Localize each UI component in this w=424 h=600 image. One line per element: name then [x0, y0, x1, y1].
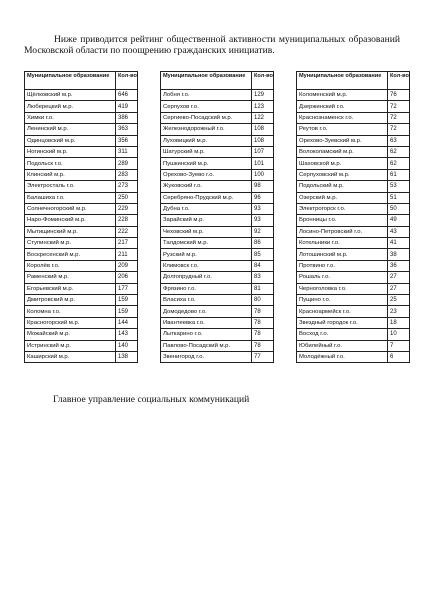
- table-row: [161, 112, 274, 123]
- municipality-name: Озерский м.р.: [297, 192, 388, 203]
- municipality-name: Каширский м.р.: [25, 351, 116, 362]
- initiative-count: 250: [116, 192, 138, 203]
- municipality-name: Фрязино г.о.: [161, 283, 252, 294]
- initiative-count: 72: [388, 112, 410, 123]
- municipality-name: Щёлковский м.р.: [25, 90, 116, 101]
- table-row: [25, 306, 138, 317]
- table-row: [25, 215, 138, 226]
- initiative-count: 93: [252, 215, 274, 226]
- municipality-name: Ленинский м.р.: [25, 124, 116, 135]
- initiative-count: 356: [116, 135, 138, 146]
- header-count: Кол-во: [252, 72, 274, 90]
- initiative-count: 27: [388, 272, 410, 283]
- initiative-count: 98: [252, 181, 274, 192]
- municipality-name: Лобня г.о.: [161, 90, 252, 101]
- initiative-count: 84: [252, 260, 274, 271]
- table-row: [25, 317, 138, 328]
- table-row: [297, 101, 410, 112]
- initiative-count: 83: [252, 272, 274, 283]
- table-row: [25, 226, 138, 237]
- table-row: [161, 226, 274, 237]
- table-header-row: [25, 72, 138, 90]
- initiative-count: 159: [116, 306, 138, 317]
- table-row: [161, 215, 274, 226]
- table-row: [25, 249, 138, 260]
- municipality-name: Звенигород г.о.: [161, 351, 252, 362]
- municipality-name: Люберецкий м.р.: [25, 101, 116, 112]
- municipality-name: Рузский м.р.: [161, 249, 252, 260]
- table-row: [25, 158, 138, 169]
- table-row: [297, 317, 410, 328]
- table-row: [25, 181, 138, 192]
- initiative-count: 144: [116, 317, 138, 328]
- table-row: [25, 272, 138, 283]
- initiative-count: 92: [252, 226, 274, 237]
- initiative-count: 122: [252, 112, 274, 123]
- municipality-name: Ивантеевка г.о.: [161, 317, 252, 328]
- initiative-count: 78: [252, 317, 274, 328]
- table-row: [161, 124, 274, 135]
- table-row: [161, 135, 274, 146]
- table-row: [297, 124, 410, 135]
- initiative-count: 419: [116, 101, 138, 112]
- municipality-name: Юбилейный г.о.: [297, 340, 388, 351]
- initiative-count: 123: [252, 101, 274, 112]
- municipality-name: Красногорский м.р.: [25, 317, 116, 328]
- initiative-count: 386: [116, 112, 138, 123]
- table-row: [297, 135, 410, 146]
- initiative-count: 129: [252, 90, 274, 101]
- municipality-name: Подольский м.р.: [297, 181, 388, 192]
- municipality-name: Жуковский г.о.: [161, 181, 252, 192]
- table-row: [161, 295, 274, 306]
- table-row: [25, 90, 138, 101]
- municipality-name: Лыткарино г.о.: [161, 329, 252, 340]
- municipality-name: Звездный городок г.о.: [297, 317, 388, 328]
- municipality-name: Химки г.о.: [25, 112, 116, 123]
- table-row: [25, 146, 138, 157]
- initiative-count: 23: [388, 306, 410, 317]
- table-row: [25, 169, 138, 180]
- municipality-name: Коломна г.о.: [25, 306, 116, 317]
- initiative-count: 36: [388, 260, 410, 271]
- table-row: [297, 203, 410, 214]
- initiative-count: 62: [388, 146, 410, 157]
- initiative-count: 108: [252, 124, 274, 135]
- table-row: [25, 340, 138, 351]
- table-row: [297, 283, 410, 294]
- municipality-name: Домодедово г.о.: [161, 306, 252, 317]
- initiative-count: 72: [388, 101, 410, 112]
- table-row: [297, 272, 410, 283]
- initiative-count: 217: [116, 238, 138, 249]
- initiative-count: 140: [116, 340, 138, 351]
- table-row: [297, 306, 410, 317]
- initiative-count: 209: [116, 260, 138, 271]
- municipality-name: Солнечногорский м.р.: [25, 203, 116, 214]
- table-row: [297, 351, 410, 362]
- table-row: [161, 283, 274, 294]
- table-row: [297, 340, 410, 351]
- initiative-count: 63: [388, 135, 410, 146]
- municipality-name: Можайский м.р.: [25, 329, 116, 340]
- initiative-count: 53: [388, 181, 410, 192]
- table-row: [25, 124, 138, 135]
- initiative-count: 85: [252, 249, 274, 260]
- initiative-count: 273: [116, 181, 138, 192]
- municipality-name: Чеховский м.р.: [161, 226, 252, 237]
- initiative-count: 100: [252, 169, 274, 180]
- initiative-count: 78: [252, 329, 274, 340]
- municipality-name: Серпухов г.о.: [161, 101, 252, 112]
- table-row: [161, 101, 274, 112]
- municipality-name: Волоколамский м.р.: [297, 146, 388, 157]
- municipality-name: Дзержинский г.о.: [297, 101, 388, 112]
- initiative-count: 211: [116, 249, 138, 260]
- table-row: [161, 169, 274, 180]
- municipality-name: Реутов г.о.: [297, 124, 388, 135]
- initiative-count: 96: [252, 192, 274, 203]
- initiative-count: 25: [388, 295, 410, 306]
- initiative-count: 61: [388, 169, 410, 180]
- municipality-name: Зарайский м.р.: [161, 215, 252, 226]
- header-count: Кол-во: [388, 72, 410, 90]
- table-row: [161, 351, 274, 362]
- rating-table-1: [24, 71, 138, 363]
- municipality-name: Серебряно-Прудский м.р.: [161, 192, 252, 203]
- municipality-name: Электрогорск г.о.: [297, 203, 388, 214]
- table-row: [25, 203, 138, 214]
- municipality-name: Железнодорожный г.о.: [161, 124, 252, 135]
- header-municipality: Муниципальное образование: [25, 72, 116, 90]
- municipality-name: Одинцовский м.р.: [25, 135, 116, 146]
- municipality-name: Протвино г.о.: [297, 260, 388, 271]
- table-row: [161, 306, 274, 317]
- initiative-count: 7: [388, 340, 410, 351]
- table-row: [25, 135, 138, 146]
- initiative-count: 229: [116, 203, 138, 214]
- municipality-name: Балашиха г.о.: [25, 192, 116, 203]
- municipality-name: Восход г.о.: [297, 329, 388, 340]
- initiative-count: 41: [388, 238, 410, 249]
- initiative-count: 81: [252, 283, 274, 294]
- municipality-name: Дубна г.о.: [161, 203, 252, 214]
- municipality-name: Краснознаменск г.о.: [297, 112, 388, 123]
- municipality-name: Орехово-Зуевский м.р.: [297, 135, 388, 146]
- initiative-count: 10: [388, 329, 410, 340]
- initiative-count: 50: [388, 203, 410, 214]
- municipality-name: Воскресенский м.р.: [25, 249, 116, 260]
- table-row: [161, 192, 274, 203]
- table-row: [161, 260, 274, 271]
- initiative-count: 311: [116, 146, 138, 157]
- table-row: [297, 215, 410, 226]
- municipality-name: Рошаль г.о.: [297, 272, 388, 283]
- municipality-name: Раменский м.р.: [25, 272, 116, 283]
- table-row: [25, 238, 138, 249]
- municipality-name: Климовск г.о.: [161, 260, 252, 271]
- municipality-name: Шатурский м.р.: [161, 146, 252, 157]
- rating-table-2: [160, 71, 274, 363]
- table-row: [161, 272, 274, 283]
- table-row: [297, 181, 410, 192]
- table-row: [25, 295, 138, 306]
- table-row: [161, 329, 274, 340]
- table-row: [161, 181, 274, 192]
- table-row: [161, 203, 274, 214]
- table-row: [161, 146, 274, 157]
- municipality-name: Долгопрудный г.о.: [161, 272, 252, 283]
- table-row: [25, 260, 138, 271]
- table-row: [297, 249, 410, 260]
- initiative-count: 27: [388, 283, 410, 294]
- initiative-count: 177: [116, 283, 138, 294]
- table-row: [297, 169, 410, 180]
- table-row: [25, 192, 138, 203]
- table-row: [161, 90, 274, 101]
- table-row: [161, 317, 274, 328]
- initiative-count: 38: [388, 249, 410, 260]
- municipality-name: Пущино г.о.: [297, 295, 388, 306]
- initiative-count: 80: [252, 295, 274, 306]
- intro-paragraph: Ниже приводится рейтинг общественной активности муниципальных образований Московской области по поощрению гражданских инициатив.: [24, 33, 400, 57]
- initiative-count: 108: [252, 135, 274, 146]
- initiative-count: 143: [116, 329, 138, 340]
- municipality-name: Серпуховский м.р.: [297, 169, 388, 180]
- municipality-name: Власиха г.о.: [161, 295, 252, 306]
- municipality-name: Талдомский м.р.: [161, 238, 252, 249]
- municipality-name: Луховицкий м.р.: [161, 135, 252, 146]
- initiative-count: 138: [116, 351, 138, 362]
- municipality-name: Электросталь г.о.: [25, 181, 116, 192]
- municipality-name: Клинский м.р.: [25, 169, 116, 180]
- table-row: [297, 238, 410, 249]
- initiative-count: 18: [388, 317, 410, 328]
- municipality-name: Молодёжный г.о.: [297, 351, 388, 362]
- municipality-name: Лотошинский м.р.: [297, 249, 388, 260]
- table-row: [161, 249, 274, 260]
- municipality-name: Ногинский м.р.: [25, 146, 116, 157]
- header-municipality: Муниципальное образование: [161, 72, 252, 90]
- initiative-count: 222: [116, 226, 138, 237]
- municipality-name: Королёв г.о.: [25, 260, 116, 271]
- initiative-count: 107: [252, 146, 274, 157]
- table-row: [161, 340, 274, 351]
- initiative-count: 43: [388, 226, 410, 237]
- table-row: [25, 329, 138, 340]
- table-row: [161, 238, 274, 249]
- municipality-name: Дмитровский м.р.: [25, 295, 116, 306]
- municipality-name: Наро-Фоминский м.р.: [25, 215, 116, 226]
- initiative-count: 6: [388, 351, 410, 362]
- table-header-row: [297, 72, 410, 90]
- initiative-count: 78: [252, 306, 274, 317]
- municipality-name: Ступинский м.р.: [25, 238, 116, 249]
- table-row: [297, 90, 410, 101]
- initiative-count: 51: [388, 192, 410, 203]
- table-row: [297, 146, 410, 157]
- municipality-name: Пушкинский м.р.: [161, 158, 252, 169]
- initiative-count: 72: [388, 124, 410, 135]
- table-row: [297, 192, 410, 203]
- initiative-count: 93: [252, 203, 274, 214]
- initiative-count: 646: [116, 90, 138, 101]
- initiative-count: 363: [116, 124, 138, 135]
- table-row: [25, 112, 138, 123]
- table-row: [25, 283, 138, 294]
- initiative-count: 49: [388, 215, 410, 226]
- table-row: [297, 112, 410, 123]
- table-row: [25, 101, 138, 112]
- municipality-name: Коломенский м.р.: [297, 90, 388, 101]
- municipality-name: Орехово-Зуево г.о.: [161, 169, 252, 180]
- footer-signature: Главное управление социальных коммуникаций: [53, 393, 250, 405]
- municipality-name: Подольск г.о.: [25, 158, 116, 169]
- municipality-name: Лосино-Петровский г.о.: [297, 226, 388, 237]
- initiative-count: 283: [116, 169, 138, 180]
- initiative-count: 159: [116, 295, 138, 306]
- table-row: [297, 295, 410, 306]
- municipality-name: Шаховской м.р.: [297, 158, 388, 169]
- initiative-count: 62: [388, 158, 410, 169]
- municipality-name: Черноголовка г.о.: [297, 283, 388, 294]
- municipality-name: Котельники г.о.: [297, 238, 388, 249]
- table-row: [25, 351, 138, 362]
- municipality-name: Егорьевский м.р.: [25, 283, 116, 294]
- table-row: [297, 158, 410, 169]
- initiative-count: 101: [252, 158, 274, 169]
- initiative-count: 86: [252, 238, 274, 249]
- initiative-count: 78: [252, 340, 274, 351]
- initiative-count: 289: [116, 158, 138, 169]
- municipality-name: Мытищинский м.р.: [25, 226, 116, 237]
- initiative-count: 77: [252, 351, 274, 362]
- table-row: [161, 158, 274, 169]
- initiative-count: 228: [116, 215, 138, 226]
- table-row: [297, 260, 410, 271]
- table-row: [297, 329, 410, 340]
- header-municipality: Муниципальное образование: [297, 72, 388, 90]
- rating-table-3: [296, 71, 410, 363]
- table-header-row: [161, 72, 274, 90]
- initiative-count: 76: [388, 90, 410, 101]
- table-row: [297, 226, 410, 237]
- initiative-count: 206: [116, 272, 138, 283]
- municipality-name: Павлово-Посадский м.р.: [161, 340, 252, 351]
- municipality-name: Истринский м.р.: [25, 340, 116, 351]
- municipality-name: Красноармейск г.о.: [297, 306, 388, 317]
- municipality-name: Бронницы г.о.: [297, 215, 388, 226]
- header-count: Кол-во: [116, 72, 138, 90]
- municipality-name: Сергиево-Посадский м.р.: [161, 112, 252, 123]
